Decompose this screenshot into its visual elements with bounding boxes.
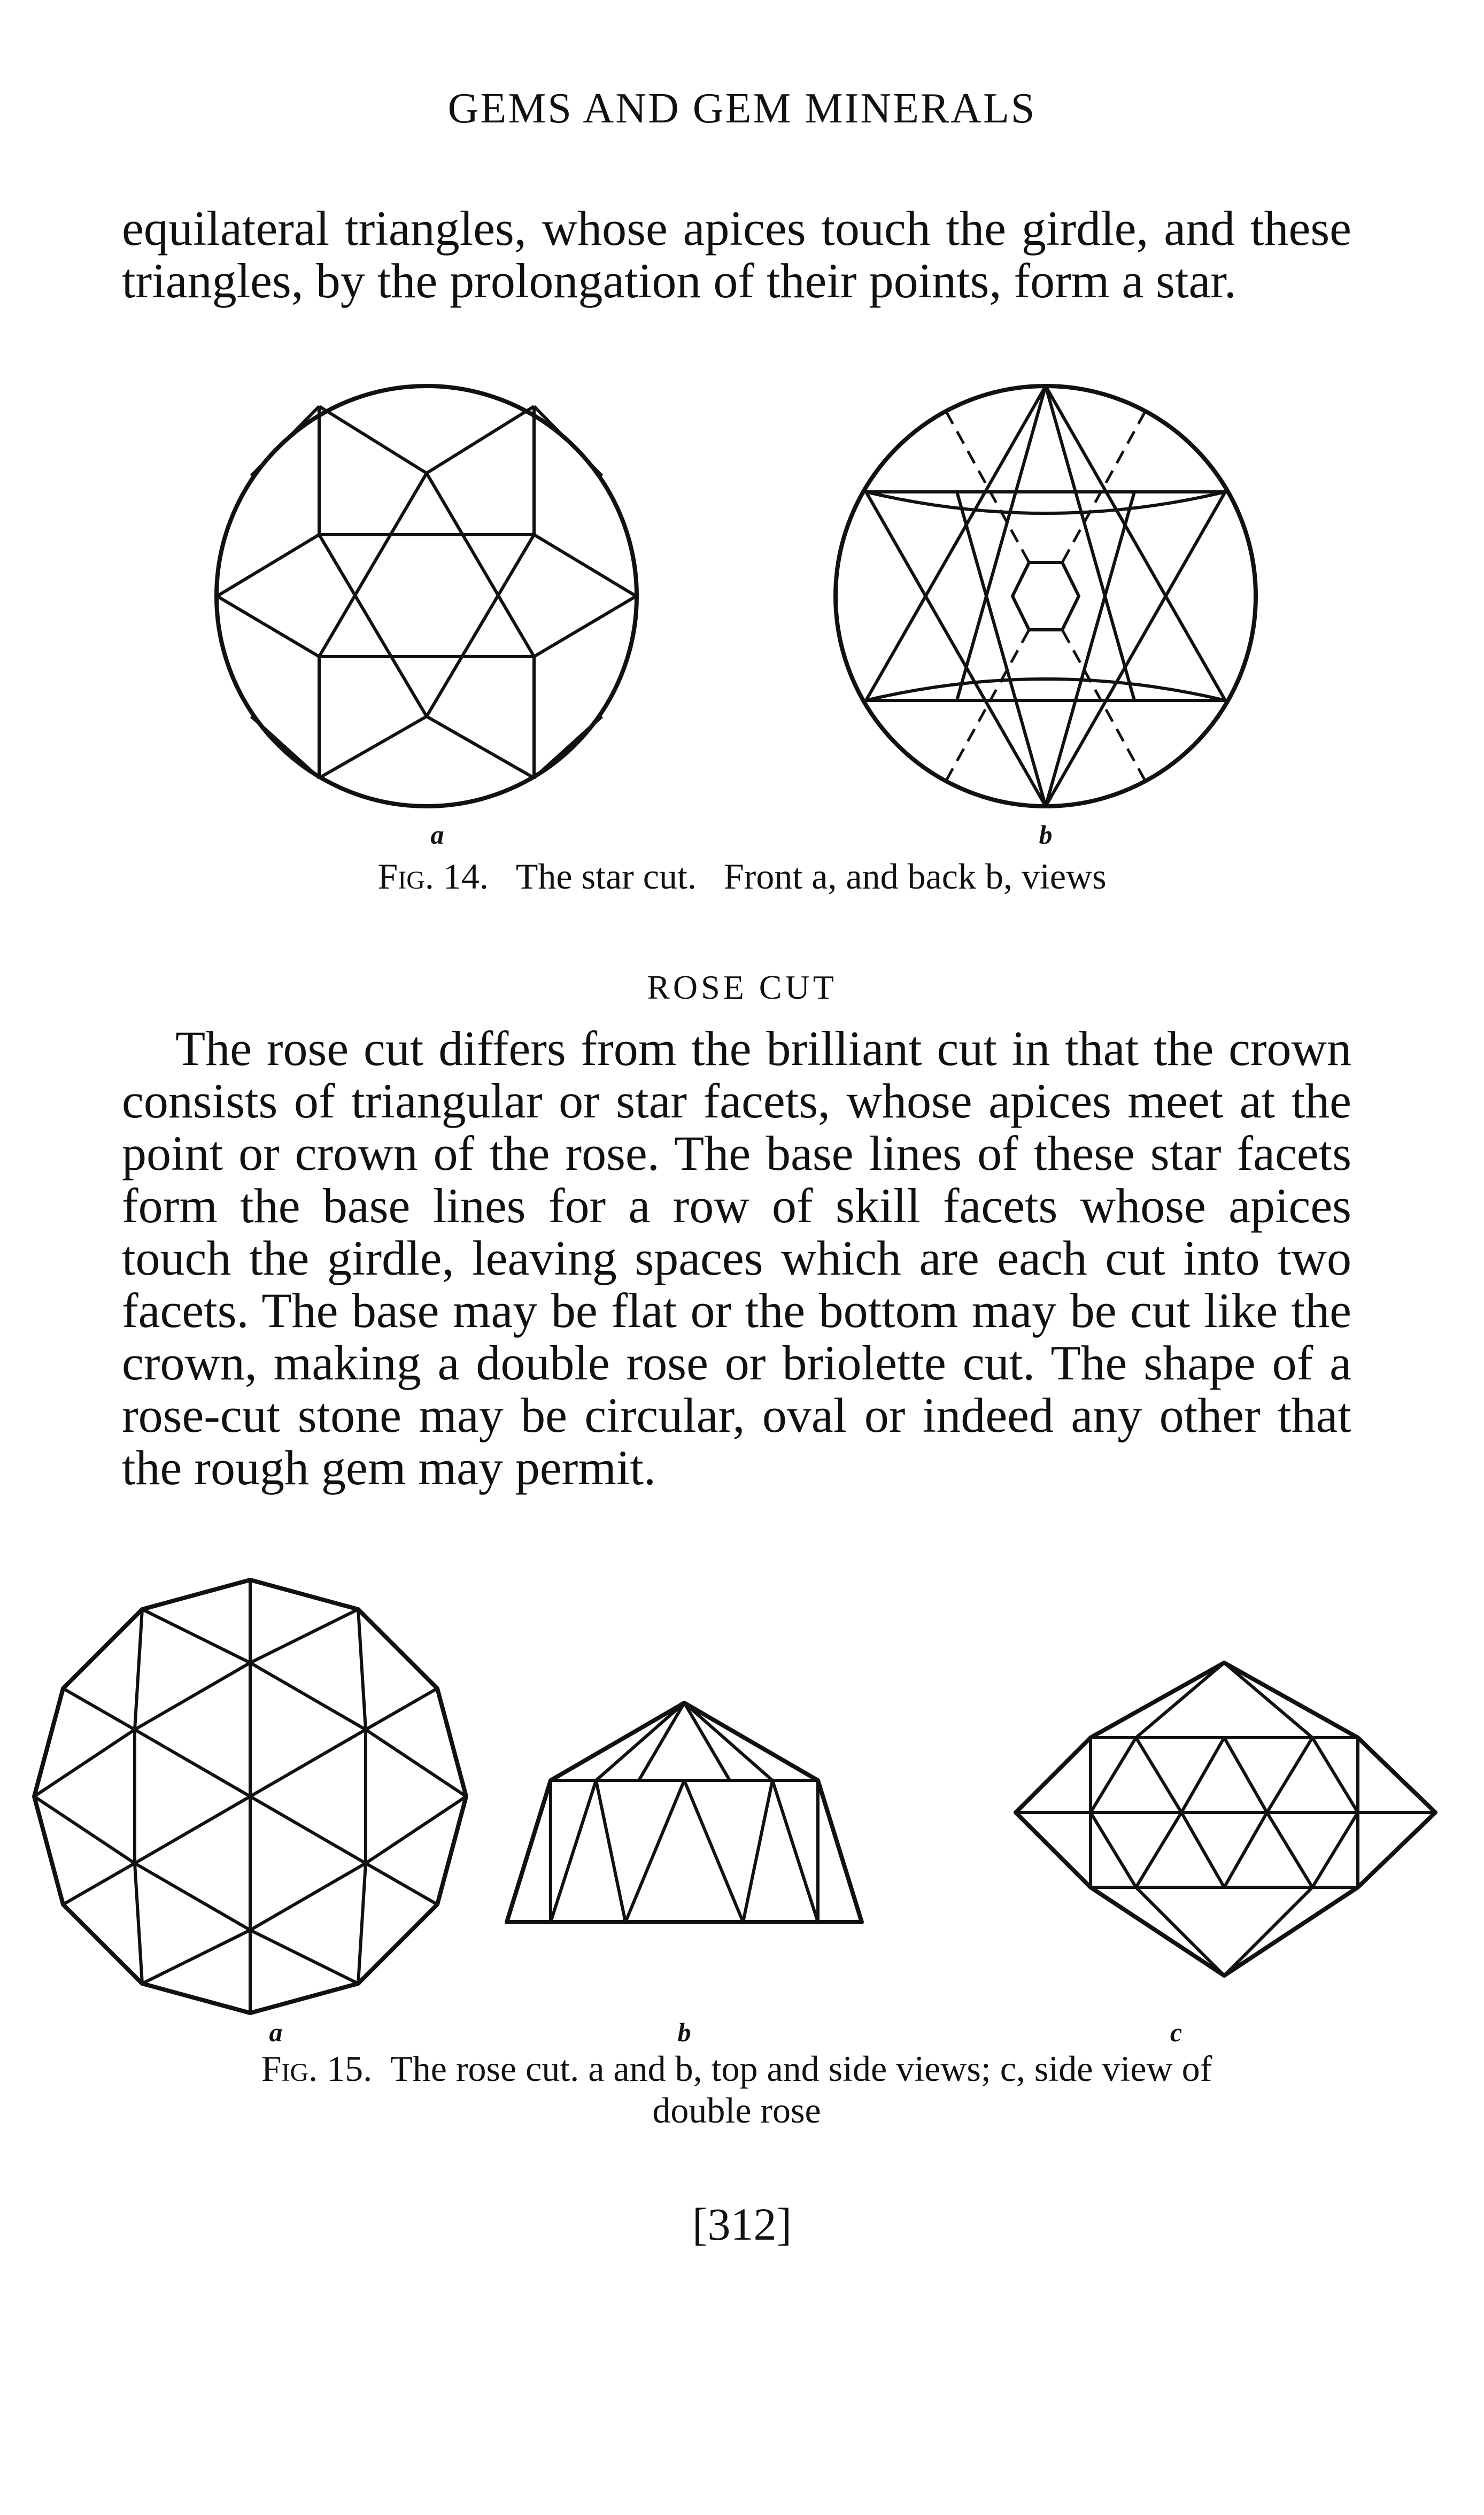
figure-14-label-a: a [430,820,444,850]
paragraph-1-text: equilateral triangles, whose apices touch the girdle, and these triangles, by the prolongation of their points, form a star. [122,201,1351,308]
figure-14-number: Fig. 14. [377,856,489,897]
running-head: GEMS AND GEM MINERALS [447,85,1037,132]
figure-15-description: The rose cut. a and b, top and side views; c, side view of [390,2048,1212,2089]
figure-15-caption [122,2048,1351,2131]
figure-14-drawing [0,0,1484,941]
rose-cut-top-diagram [34,1580,466,2013]
star-cut-front-diagram [217,386,637,806]
figure-14-title: The star cut. [515,856,697,897]
figure-14-caption [0,855,1484,897]
section-heading: ROSE CUT [647,968,837,1006]
rose-cut-paragraph [122,1022,1351,1494]
figure-15-label-a: a [269,2017,283,2047]
paragraph-2-text: The rose cut differs from the brilliant cut in that the crown consists of triangular or star facets, whose apices meet at the point or crown of the rose. The base lines of these star facets form the base lines for a row of skill facets whose apices touch the girdle, leaving spaces which are each cut into two facets. The base may be flat or the bottom may be cut like the crown, making a double rose or briolette cut. The shape of a rose-cut stone may be circular, oval or indeed any other that the rough gem may permit. [122,1021,1351,1495]
star-cut-back-diagram [836,386,1256,806]
figure-15-label-b: b [677,2017,691,2047]
page-number: [312] [692,2198,792,2250]
double-rose-side-diagram [1016,1663,1435,1976]
figure-15-label-c: c [1170,2017,1182,2047]
rose-cut-side-diagram [507,1703,862,1922]
figure-14 [0,0,1484,941]
figure-14-label-b: b [1039,820,1053,850]
figure-15-caption-line-1 [122,2048,1351,2089]
figure-14-description: Front a, and back b, views [723,856,1107,897]
figure-15-number: Fig. 15. [261,2048,373,2089]
figure-15-caption-line-2: double rose [652,2090,821,2131]
